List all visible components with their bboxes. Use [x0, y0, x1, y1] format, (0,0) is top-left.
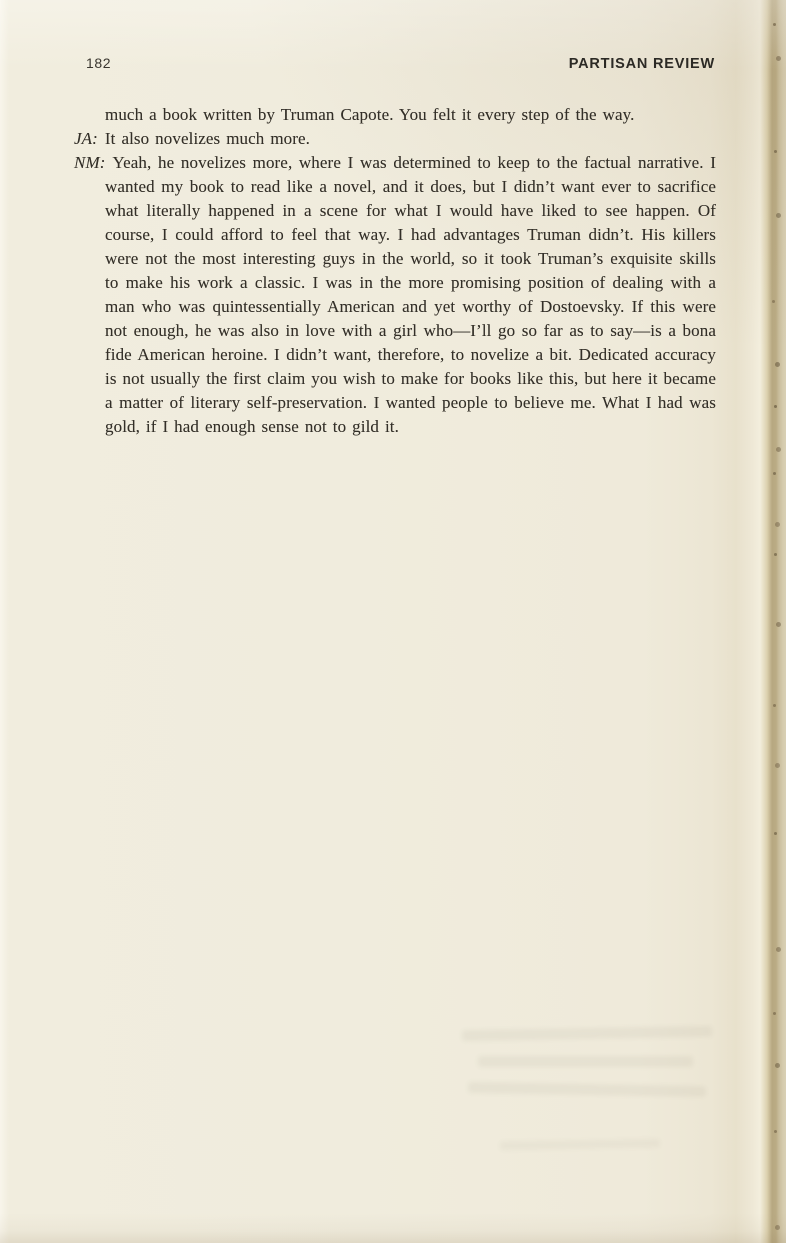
journal-title: PARTISAN REVIEW	[568, 56, 715, 72]
ghost-showthrough-artifact	[500, 1139, 660, 1151]
speaker-label-nm: NM:	[74, 153, 106, 172]
ghost-showthrough-artifact	[462, 1026, 712, 1041]
dialogue-line-nm	[74, 151, 716, 439]
paragraph-continuation: much a book written by Truman Capote. You felt it every step of the way.	[105, 105, 635, 124]
dialogue-line-ja	[74, 127, 716, 151]
dialogue-text-ja: It also novelizes much more.	[104, 129, 311, 148]
page-header	[86, 55, 715, 72]
speaker-label-ja: JA:	[74, 129, 98, 148]
text-block	[74, 103, 716, 439]
ghost-showthrough-artifact	[478, 1056, 693, 1067]
ghost-showthrough-artifact	[468, 1082, 706, 1097]
binding-edge-specks	[0, 0, 3, 3]
page-number: 182	[86, 55, 112, 71]
dialogue-text-nm: Yeah, he novelizes more, where I was determined to keep to the factual narrative. I wanted my book to read like a novel, and it does, but I didn’t want ever to sacrifice what literally happened in a scene for what I would have liked to see happen. Of course, I could afford to feel that way. I had advantages Truman didn’t. His killers were not the most interesting guys in the world, so it took Truman’s exquisite skills to make his work a classic. I was in the more promising position of dealing with a man who was quintessentially American and yet worthy of Dostoevsky. If this were not enough, he was also in love with a girl who—I’ll go so far as to say—is a bona fide American heroine. I didn’t want, therefore, to novelize a bit. Dedicated accuracy is not usually the first claim you wish to make for books like this, but here it became a matter of literary self-preservation. I wanted people to believe me. What I had was gold, if I had enough sense not to gild it.	[105, 153, 716, 436]
